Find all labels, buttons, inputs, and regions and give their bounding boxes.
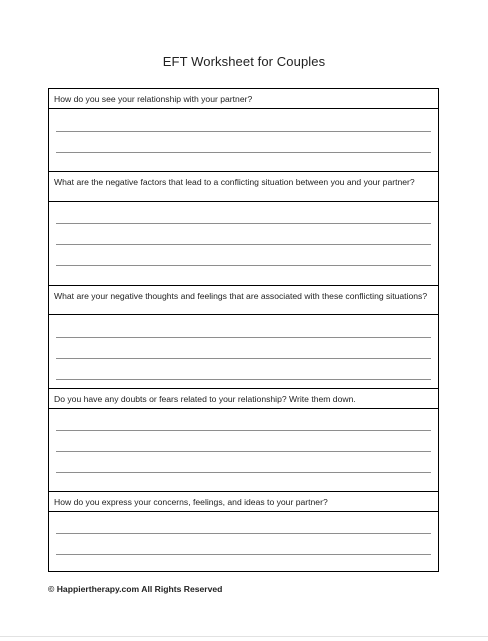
question-4: Do you have any doubts or fears related to your relationship? Write them down. <box>49 389 438 409</box>
question-3: What are your negative thoughts and feelings that are associated with these conflicting situations? <box>49 286 438 315</box>
worksheet-table <box>48 88 439 572</box>
question-5: How do you express your concerns, feelings, and ideas to your partner? <box>49 492 438 512</box>
answer-line[interactable] <box>56 472 431 473</box>
answer-line[interactable] <box>56 244 431 245</box>
answer-line[interactable] <box>56 430 431 431</box>
answer-line[interactable] <box>56 337 431 338</box>
answer-line[interactable] <box>56 131 431 132</box>
worksheet-title: EFT Worksheet for Couples <box>162 54 326 69</box>
question-1: How do you see your relationship with your partner? <box>49 89 438 109</box>
answer-line[interactable] <box>56 451 431 452</box>
page-bottom-divider <box>0 636 488 637</box>
question-2: What are the negative factors that lead to a conflicting situation between you and your partner? <box>49 172 438 202</box>
answer-line[interactable] <box>56 554 431 555</box>
answer-line[interactable] <box>56 265 431 266</box>
copyright-footer: © Happiertherapy.com All Rights Reserved <box>48 584 223 594</box>
answer-line[interactable] <box>56 152 431 153</box>
answer-line[interactable] <box>56 358 431 359</box>
answer-line[interactable] <box>56 379 431 380</box>
answer-line[interactable] <box>56 223 431 224</box>
answer-line[interactable] <box>56 533 431 534</box>
